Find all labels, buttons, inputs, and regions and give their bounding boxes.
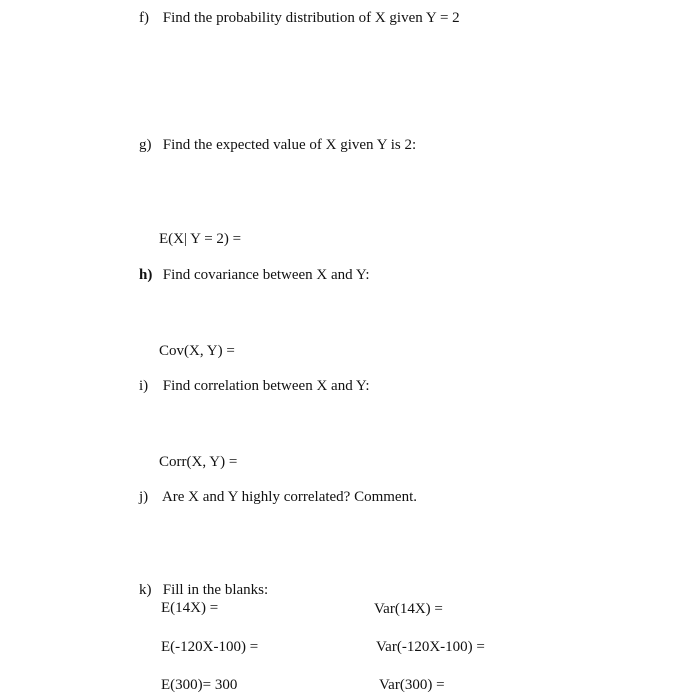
question-text: Find the expected value of X given Y is 2: bbox=[162, 137, 417, 153]
question-label: j) bbox=[139, 489, 149, 505]
question-label: i) bbox=[139, 378, 149, 394]
blank-e-linear: E(-120X-100) = bbox=[161, 639, 259, 655]
question-label: f) bbox=[139, 10, 149, 26]
question-g bbox=[139, 136, 416, 154]
question-f bbox=[139, 9, 460, 27]
question-text: Find covariance between X and Y: bbox=[162, 267, 370, 283]
blank-var-linear: Var(-120X-100) = bbox=[376, 639, 485, 655]
covariance-answer: Cov(X, Y) = bbox=[159, 343, 235, 359]
question-text: Are X and Y highly correlated? Comment. bbox=[161, 489, 417, 505]
question-j bbox=[139, 488, 417, 506]
blank-e-constant: E(300)= 300 bbox=[161, 677, 238, 693]
blank-var-constant: Var(300) = bbox=[379, 677, 445, 693]
question-text: Find correlation between X and Y: bbox=[162, 378, 370, 394]
expected-value-answer: E(X| Y = 2) = bbox=[159, 231, 242, 247]
question-label: h) bbox=[139, 267, 153, 283]
question-i bbox=[139, 377, 370, 395]
question-label: k) bbox=[139, 582, 152, 598]
question-h bbox=[139, 266, 370, 284]
correlation-answer: Corr(X, Y) = bbox=[159, 454, 238, 470]
blank-e-14x: E(14X) = bbox=[161, 600, 219, 616]
question-text: Find the probability distribution of X given Y = 2 bbox=[162, 10, 460, 26]
question-text: Fill in the blanks: bbox=[162, 582, 269, 598]
question-label: g) bbox=[139, 137, 152, 153]
blank-var-14x: Var(14X) = bbox=[374, 601, 443, 617]
question-k bbox=[139, 581, 268, 599]
